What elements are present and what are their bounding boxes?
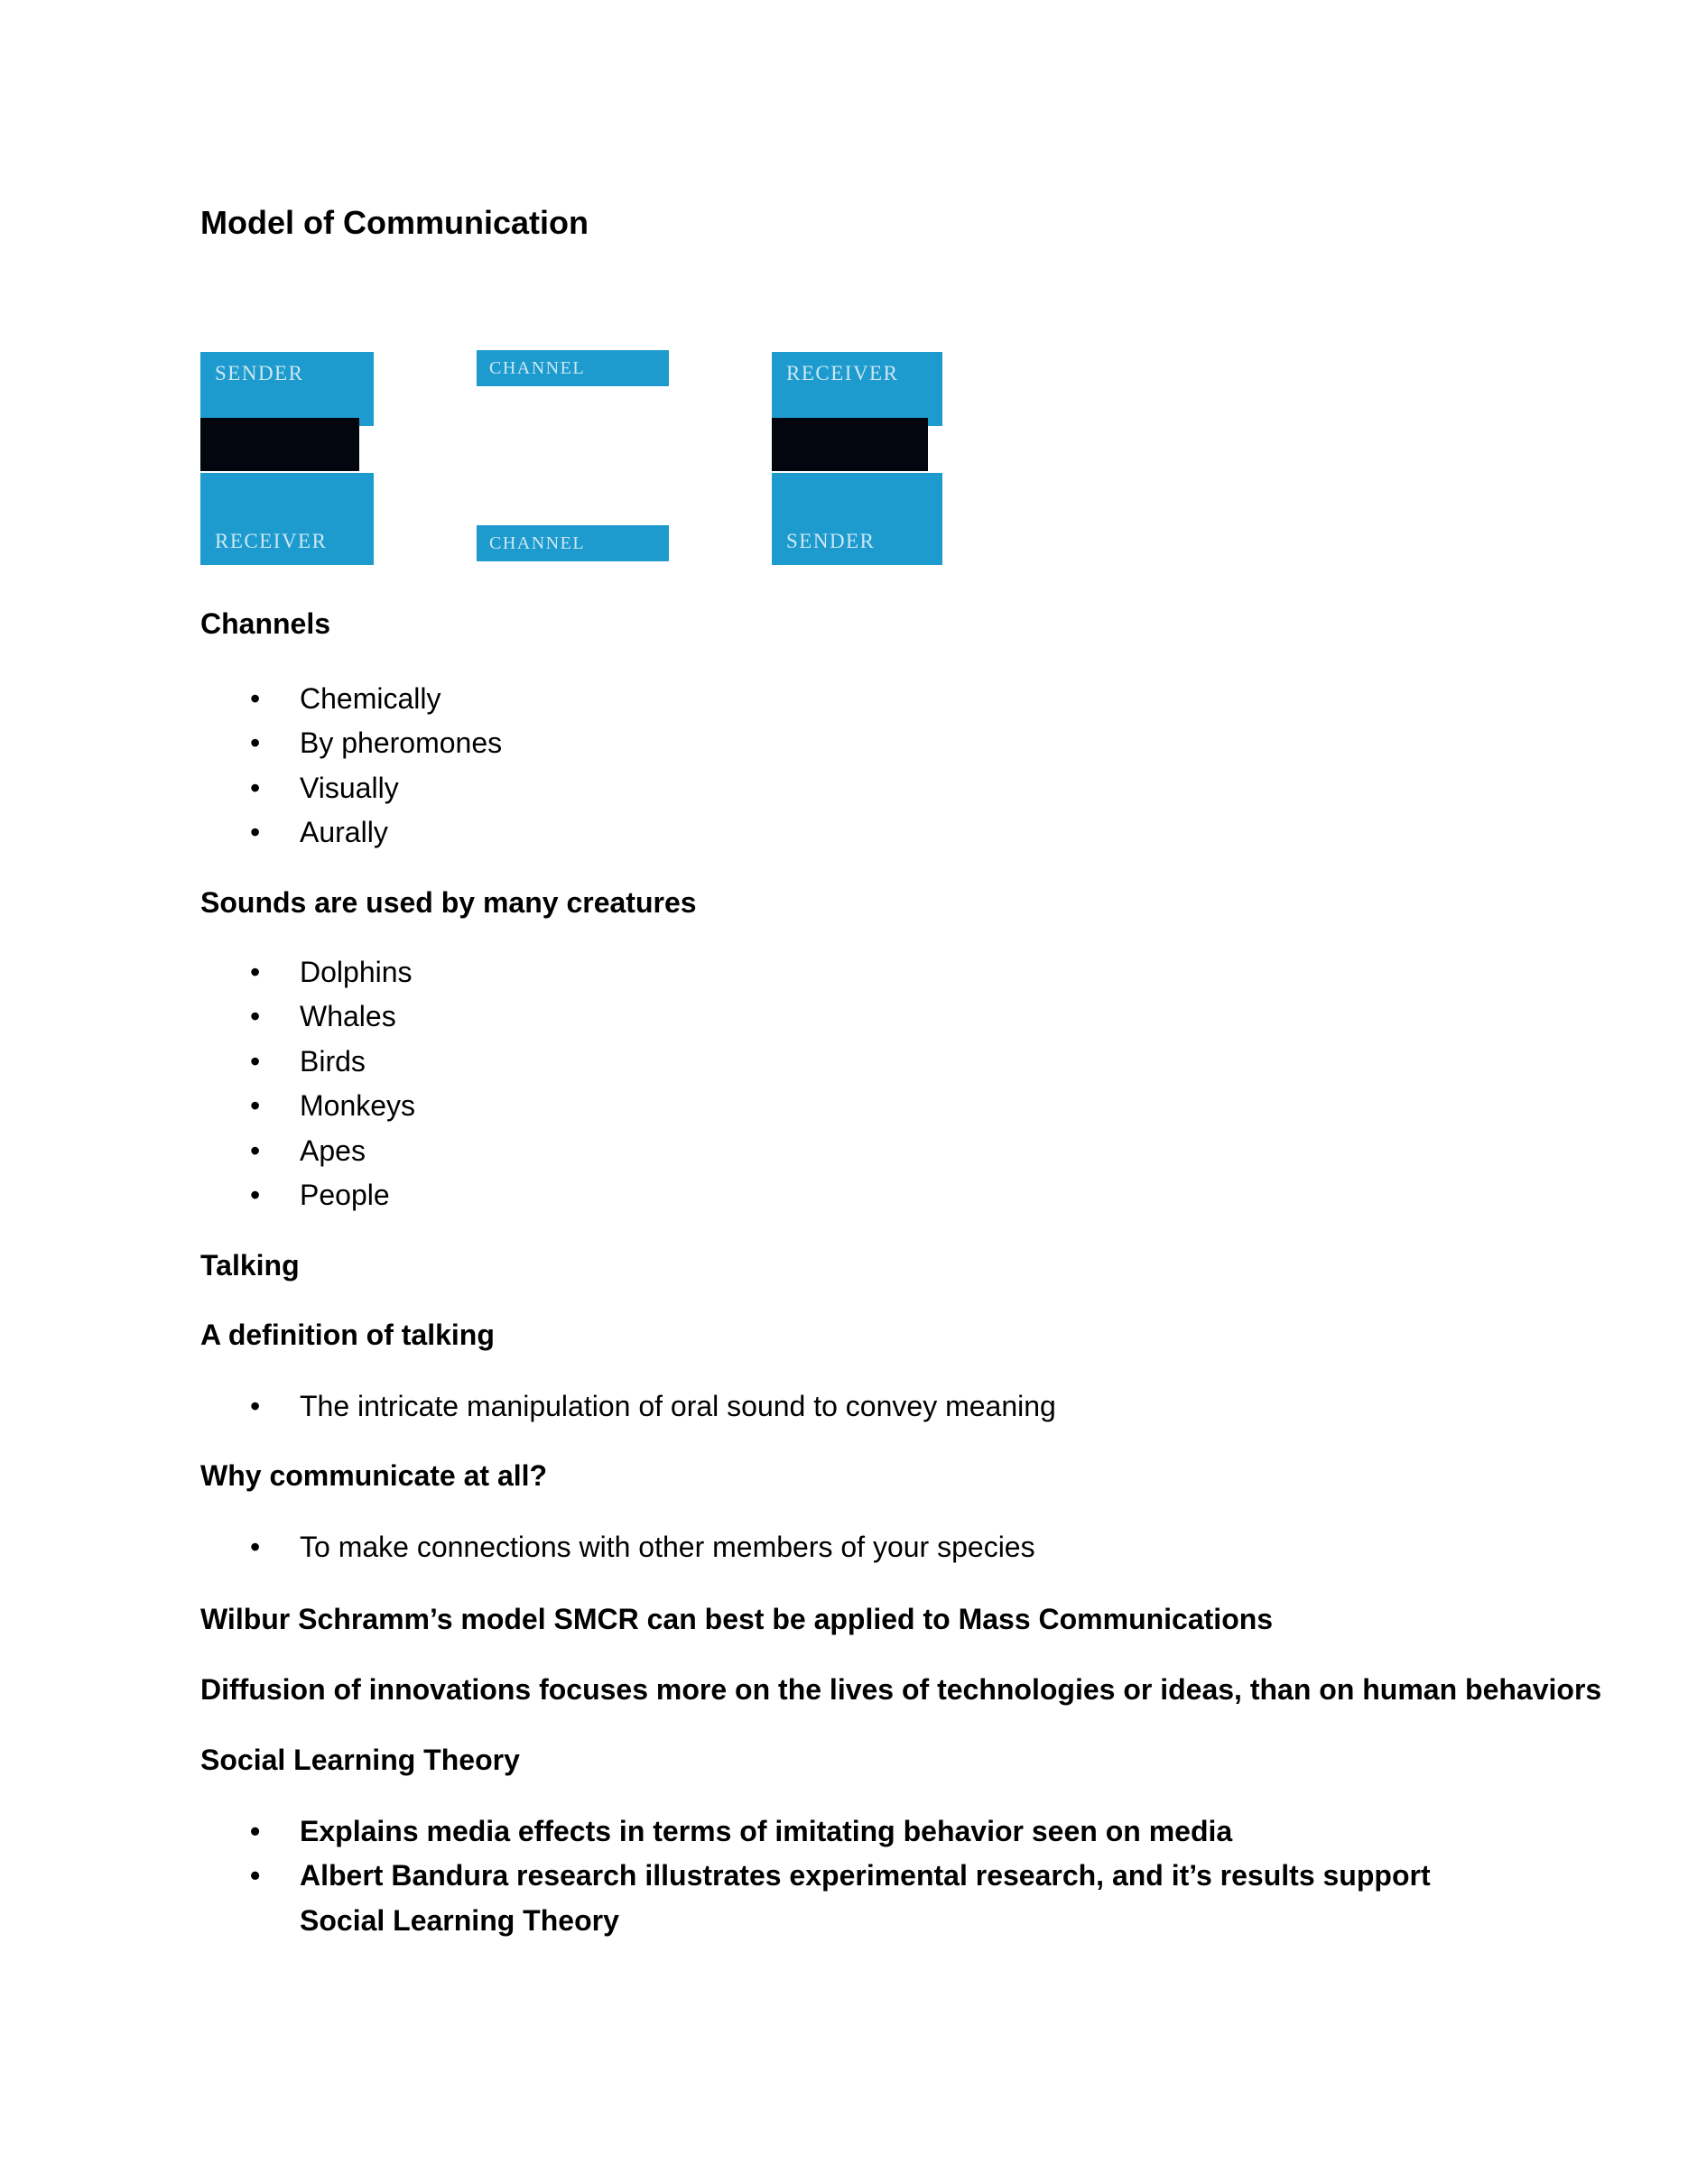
list-item: • Chemically	[200, 677, 502, 721]
definition-list	[200, 1384, 1056, 1429]
list-item: • To make connections with other members of your species	[200, 1525, 1035, 1569]
section-heading-social-learning: Social Learning Theory	[200, 1744, 520, 1776]
section-heading-sounds: Sounds are used by many creatures	[200, 886, 697, 919]
sender-label-right: SENDER	[786, 530, 876, 552]
list-item: • By pheromones	[200, 721, 502, 765]
list-item: • Visually	[200, 766, 502, 810]
section-heading-why: Why communicate at all?	[200, 1459, 548, 1492]
channel-box-bottom	[477, 525, 669, 561]
list-item: • The intricate manipulation of oral sound to convey meaning	[200, 1384, 1056, 1429]
section-heading-definition: A definition of talking	[200, 1319, 495, 1351]
why-list	[200, 1525, 1035, 1569]
list-item: • Aurally	[200, 810, 502, 855]
channels-list	[200, 677, 502, 856]
channel-label-top: CHANNEL	[489, 357, 586, 378]
sender-box-left	[200, 352, 374, 426]
receiver-box-left	[200, 473, 374, 565]
list-item: • Albert Bandura research illustrates experimental research, and it’s results support Social Learning Theory	[200, 1854, 1464, 1943]
channel-label-bottom: CHANNEL	[489, 532, 586, 553]
list-item: • Whales	[200, 995, 415, 1039]
list-item: • Apes	[200, 1129, 415, 1173]
receiver-box-right	[772, 352, 942, 426]
spacer-box-right	[772, 418, 928, 471]
list-item: • Birds	[200, 1040, 415, 1084]
section-heading-talking: Talking	[200, 1249, 300, 1282]
receiver-label-right: RECEIVER	[786, 362, 899, 384]
social-learning-list	[200, 1809, 1464, 1943]
spacer-box-left	[200, 418, 359, 471]
creatures-list	[200, 950, 415, 1217]
list-item: • Explains media effects in terms of imitating behavior seen on media	[200, 1809, 1464, 1854]
sender-box-right	[772, 473, 942, 565]
statement-diffusion: Diffusion of innovations focuses more on the lives of technologies or ideas, than on human behaviors	[200, 1673, 1602, 1706]
statement-wilbur-schramm: Wilbur Schramm’s model SMCR can best be applied to Mass Communications	[200, 1603, 1274, 1635]
receiver-label: RECEIVER	[215, 530, 328, 552]
list-item: • Monkeys	[200, 1084, 415, 1128]
channel-box-top	[477, 350, 669, 386]
list-item: • Dolphins	[200, 950, 415, 995]
page-title: Model of Communication	[200, 204, 589, 241]
sender-label: SENDER	[215, 362, 304, 384]
section-heading-channels: Channels	[200, 607, 331, 640]
list-item: • People	[200, 1173, 415, 1217]
